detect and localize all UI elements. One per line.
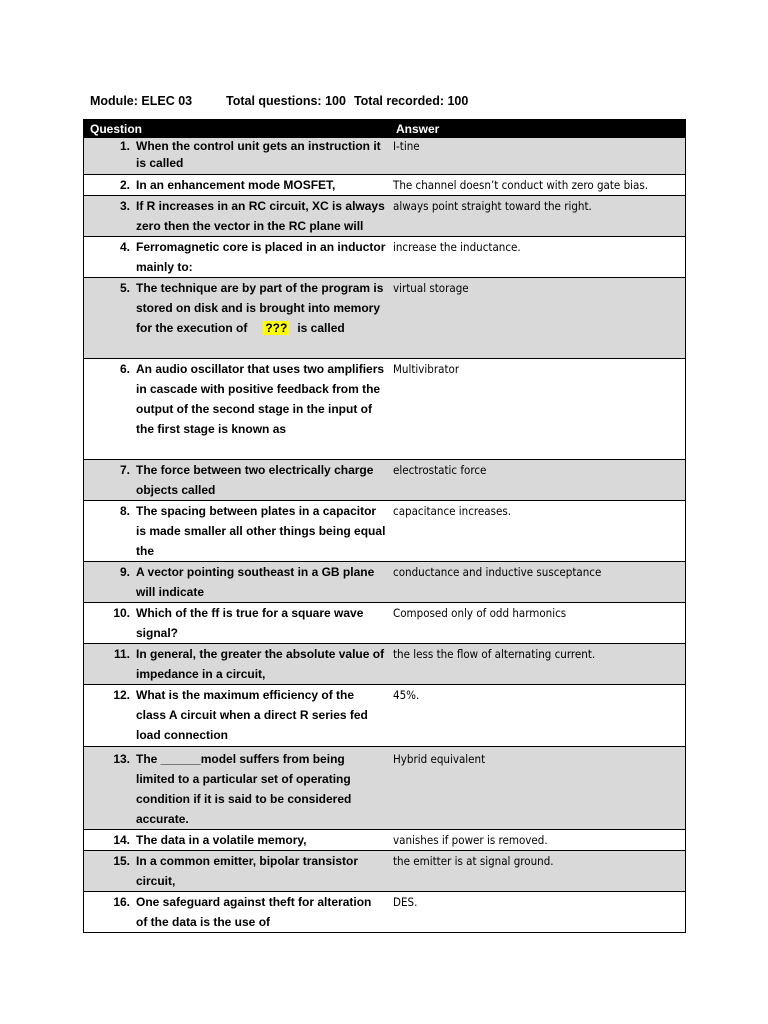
table-row	[84, 684, 686, 746]
table-row	[84, 236, 686, 277]
table-row	[84, 500, 686, 561]
table-row	[84, 850, 686, 891]
question-number: 9.	[84, 561, 137, 602]
question-column-header: Question	[90, 121, 143, 136]
question-text: Ferromagnetic core is placed in an inductor mainly to:	[136, 236, 390, 277]
table-row	[84, 358, 686, 459]
question-number: 4.	[84, 236, 137, 277]
answer-text: electrostatic force	[390, 459, 686, 500]
answer-text: conductance and inductive susceptance	[390, 561, 686, 602]
answer-text: virtual storage	[390, 277, 686, 358]
question-text-start: The technique are by part of the program is stored on disk and is brought into memory for the execution of	[136, 280, 384, 335]
table-row	[84, 459, 686, 500]
question-text: One safeguard against theft for alteration of the data is the use of	[136, 891, 390, 932]
total-recorded-label: Total recorded: 100	[353, 94, 469, 108]
question-text: The data in a volatile memory,	[136, 829, 390, 850]
qa-table	[83, 119, 686, 933]
question-text: The ______model suffers from being limited to a particular set of operating condition if it is said to be considered accurate.	[136, 746, 390, 829]
answer-column-header: Answer	[396, 121, 440, 136]
total-questions-label: Total questions: 100	[226, 94, 346, 108]
question-text: The force between two electrically charge objects called	[136, 459, 390, 500]
answer-text: vanishes if power is removed.	[390, 829, 686, 850]
question-text: In an enhancement mode MOSFET,	[136, 174, 390, 195]
module-label: Module: ELEC 03	[90, 94, 193, 108]
question-text-end: is called	[297, 320, 345, 335]
table-row	[84, 602, 686, 643]
table-row	[84, 561, 686, 602]
question-text: When the control unit gets an instruction it is called	[136, 138, 390, 174]
question-number: 5.	[84, 277, 137, 358]
table-row	[84, 277, 686, 358]
question-text: An audio oscillator that uses two amplifiers in cascade with positive feedback from the output of the second stage in the input of the first stage is known as	[136, 358, 390, 459]
table-row	[84, 891, 686, 932]
answer-text: Multivibrator	[390, 358, 686, 459]
table-row	[84, 138, 686, 174]
question-number: 16.	[84, 891, 137, 932]
question-text: If R increases in an RC circuit, XC is always zero then the vector in the RC plane will	[136, 195, 390, 236]
answer-text: capacitance increases.	[390, 500, 686, 561]
answer-text: always point straight toward the right.	[390, 195, 686, 236]
highlighted-placeholder: ???	[265, 320, 288, 335]
answer-text: The channel doesn’t conduct with zero gate bias.	[390, 174, 686, 195]
question-text	[136, 277, 390, 358]
module-header	[90, 94, 468, 108]
question-text: In a common emitter, bipolar transistor circuit,	[136, 850, 390, 891]
answer-text: Composed only of odd harmonics	[390, 602, 686, 643]
question-number: 15.	[84, 850, 137, 891]
table-row	[84, 829, 686, 850]
answer-text: the emitter is at signal ground.	[390, 850, 686, 891]
table-row	[84, 195, 686, 236]
answer-text: DES.	[390, 891, 686, 932]
table-row	[84, 643, 686, 684]
question-number: 7.	[84, 459, 137, 500]
question-text: What is the maximum efficiency of the class A circuit when a direct R series fed load connection	[136, 684, 390, 746]
question-text: A vector pointing southeast in a GB plane will indicate	[136, 561, 390, 602]
answer-text: Hybrid equivalent	[390, 746, 686, 829]
answer-text: 45%.	[390, 684, 686, 746]
question-number: 14.	[84, 829, 137, 850]
answer-text: the less the flow of alternating current.	[390, 643, 686, 684]
question-number: 2.	[84, 174, 137, 195]
table-row	[84, 746, 686, 829]
question-number: 1.	[84, 138, 137, 174]
question-number: 12.	[84, 684, 137, 746]
question-number: 8.	[84, 500, 137, 561]
table-row	[84, 174, 686, 195]
question-text: In general, the greater the absolute value of impedance in a circuit,	[136, 643, 390, 684]
answer-text: I-tine	[390, 138, 686, 174]
question-text: The spacing between plates in a capacitor is made smaller all other things being equal the	[136, 500, 390, 561]
question-number: 11.	[84, 643, 137, 684]
question-number: 3.	[84, 195, 137, 236]
question-number: 6.	[84, 358, 137, 459]
answer-text: increase the inductance.	[390, 236, 686, 277]
question-number: 13.	[84, 746, 137, 829]
question-number: 10.	[84, 602, 137, 643]
table-header-row	[84, 119, 686, 138]
question-text: Which of the ff is true for a square wave signal?	[136, 602, 390, 643]
